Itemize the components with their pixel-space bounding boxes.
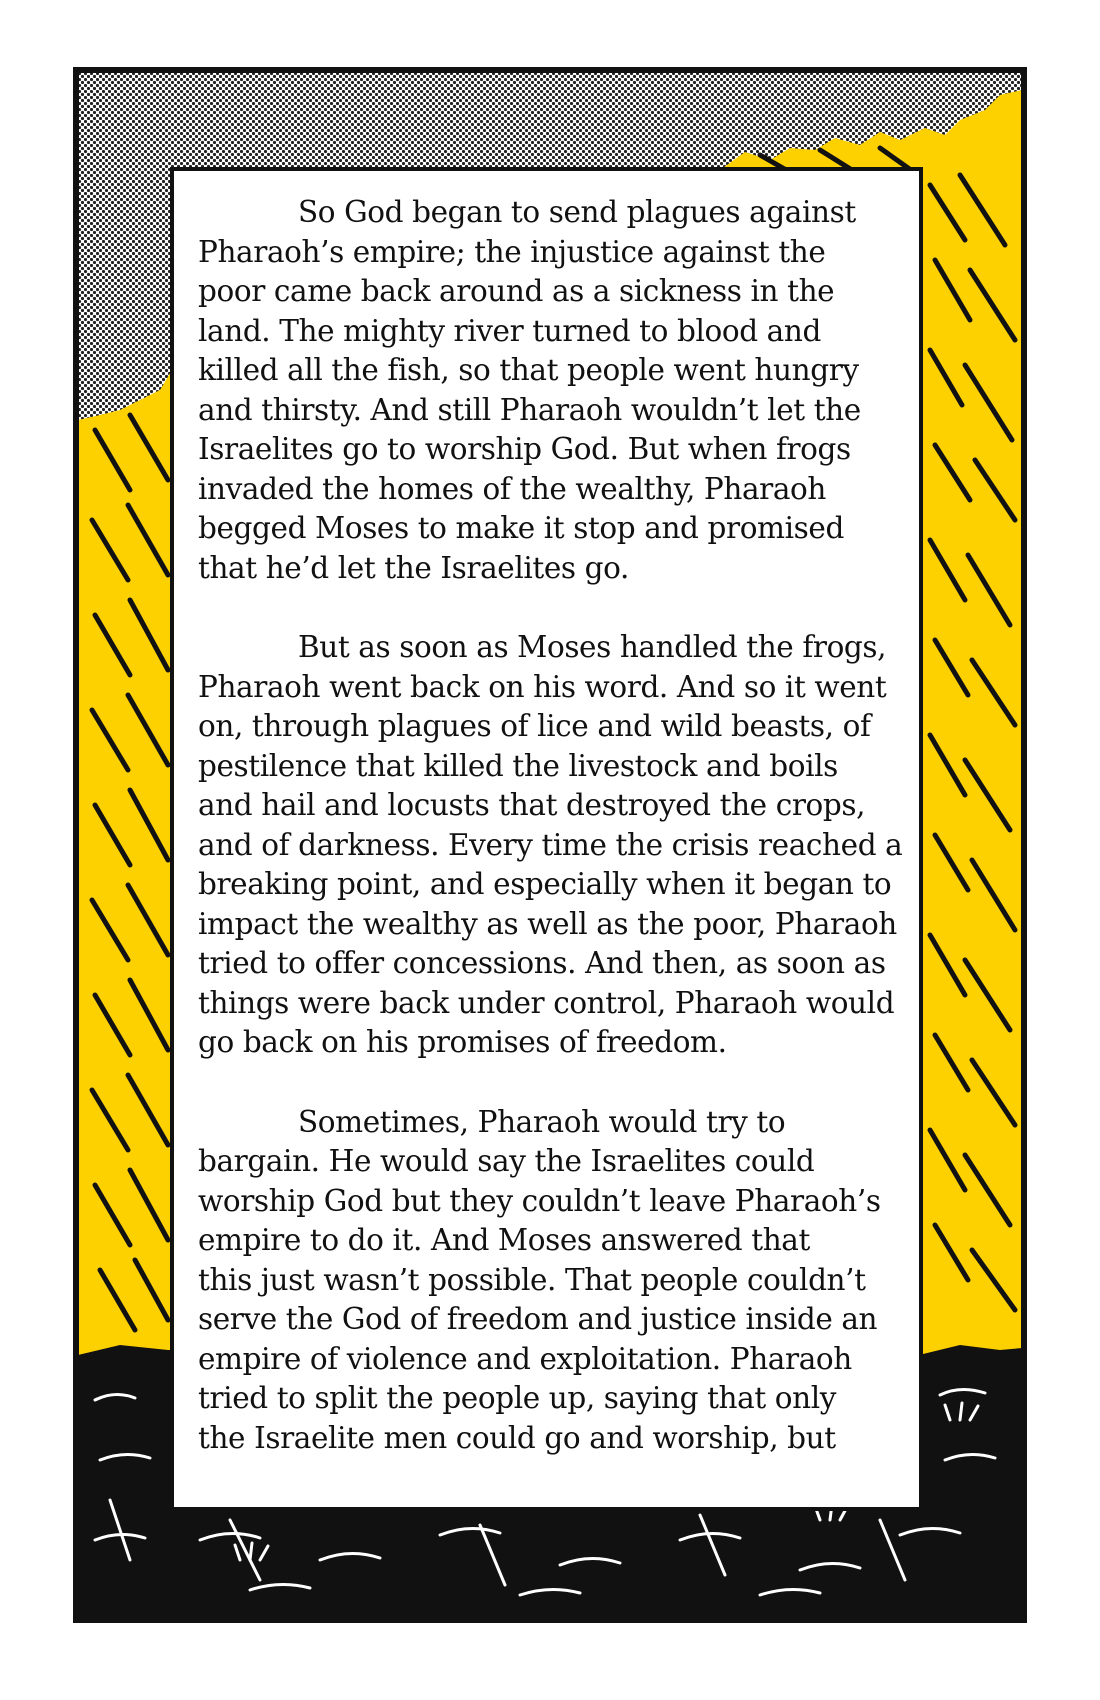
- text-line: Israelites go to worship God. But when frogs: [198, 432, 851, 466]
- text-line: impact the wealthy as well as the poor, Pharaoh: [198, 906, 897, 941]
- text-line: go back on his promises of freedom.: [198, 1025, 727, 1059]
- text-line: So God began to send plagues against: [298, 195, 856, 229]
- text-line: serve the God of freedom and justice inside an: [198, 1302, 878, 1336]
- text-line: that he’d let the Israelites go.: [198, 550, 629, 585]
- text-line: poor came back around as a sickness in the: [198, 274, 835, 308]
- text-line: the Israelite men could go and worship, but: [198, 1420, 836, 1455]
- text-panel: [174, 171, 919, 1507]
- text-line: things were back under control, Pharaoh would: [198, 985, 895, 1020]
- text-line: tried to offer concessions. And then, as soon as: [198, 946, 886, 980]
- text-line: empire of violence and exploitation. Pharaoh: [198, 1341, 852, 1376]
- text-line: Pharaoh’s empire; the injustice against the: [198, 234, 826, 269]
- text-line: breaking point, and especially when it began to: [198, 867, 892, 901]
- text-line: begged Moses to make it stop and promised: [198, 511, 844, 545]
- text-line: empire to do it. And Moses answered that: [198, 1223, 810, 1257]
- text-line: and hail and locusts that destroyed the crops,: [198, 788, 866, 822]
- text-line: on, through plagues of lice and wild beasts, of: [198, 709, 871, 743]
- text-line: invaded the homes of the wealthy, Pharaoh: [198, 471, 827, 506]
- text-line: Pharaoh went back on his word. And so it went: [198, 669, 887, 704]
- text-line: and of darkness. Every time the crisis reached a: [198, 827, 903, 862]
- text-line: land. The mighty river turned to blood and: [198, 313, 821, 348]
- text-line: worship God but they couldn’t leave Pharaoh’s: [198, 1183, 881, 1218]
- text-line: this just wasn’t possible. That people couldn’t: [198, 1262, 866, 1297]
- paragraph-3: [198, 1103, 895, 1459]
- text-line: pestilence that killed the livestock and boils: [198, 748, 838, 783]
- text-line: But as soon as Moses handled the frogs,: [298, 630, 887, 664]
- text-line: tried to split the people up, saying that only: [198, 1381, 837, 1415]
- paragraph-1: [198, 193, 895, 588]
- text-line: killed all the fish, so that people went hungry: [198, 353, 859, 387]
- text-line: and thirsty. And still Pharaoh wouldn’t let the: [198, 392, 861, 427]
- paragraph-2: [198, 628, 903, 1063]
- text-line: Sometimes, Pharaoh would try to: [298, 1104, 786, 1139]
- text-line: bargain. He would say the Israelites could: [198, 1144, 815, 1178]
